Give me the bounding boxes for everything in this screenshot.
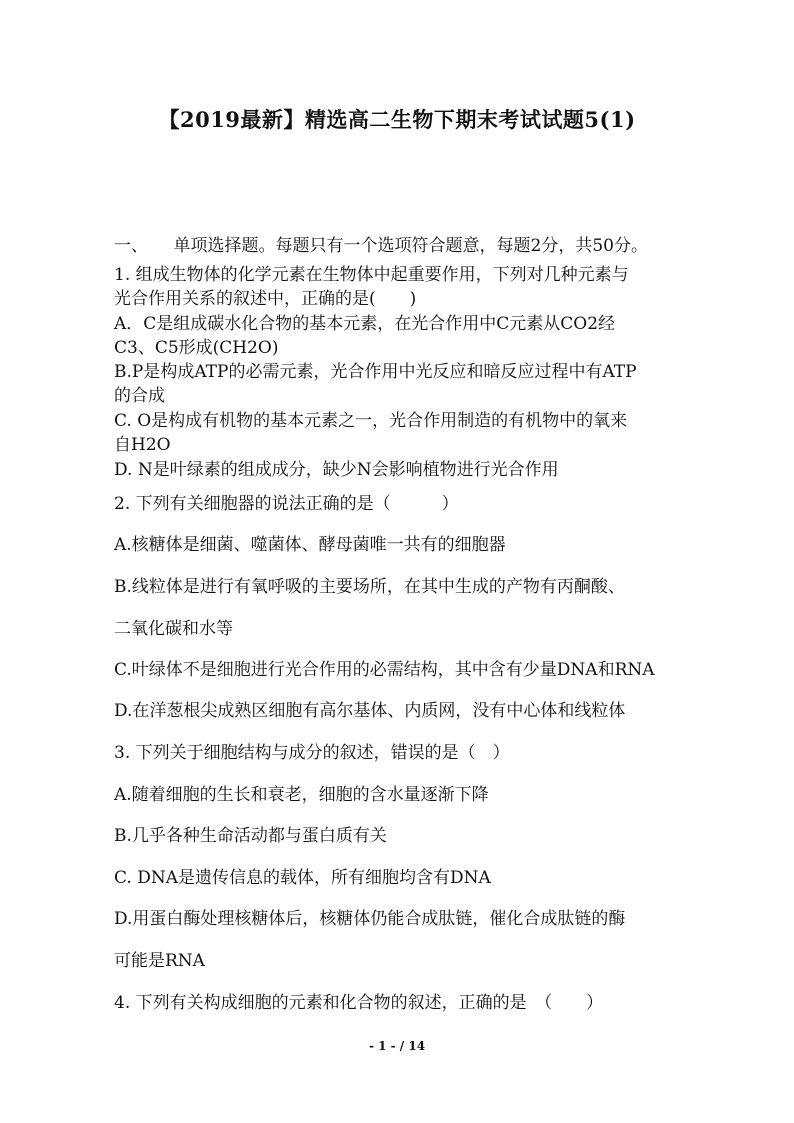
- text-line: A.核糖体是细菌、噬菌体、酵母菌唯一共有的细胞器: [114, 535, 506, 555]
- text-line: 4. 下列有关构成细胞的元素和化合物的叙述，正确的是 （ ）: [114, 993, 604, 1013]
- text-line: D.在洋葱根尖成熟区细胞有高尔基体、内质网，没有中心体和线粒体: [114, 701, 626, 721]
- text-line: 二氧化碳和水等: [114, 619, 233, 639]
- text-line: 3. 下列关于细胞结构与成分的叙述，错误的是（ ）: [114, 743, 510, 763]
- text-line: D.用蛋白酶处理核糖体后，核糖体仍能合成肽链，催化合成肽链的酶: [114, 909, 626, 929]
- text-line: 光合作用关系的叙述中，正确的是( ): [114, 289, 417, 309]
- text-line: D. N是叶绿素的组成成分，缺少N会影响植物进行光合作用: [114, 460, 559, 480]
- text-line: B.线粒体是进行有氧呼吸的主要场所，在其中生成的产物有丙酮酸、: [114, 577, 625, 597]
- text-line: C. DNA是遗传信息的载体，所有细胞均含有DNA: [114, 868, 491, 888]
- text-line: 可能是RNA: [114, 951, 205, 971]
- page-number: - 1 - / 14: [368, 1039, 426, 1053]
- text-line: B.P是构成ATP的必需元素，光合作用中光反应和暗反应过程中有ATP: [114, 362, 637, 382]
- section-heading: 一、 单项选择题。每题只有一个选项符合题意，每题2分，共50分。: [114, 236, 648, 256]
- text-line: A．C是组成碳水化合物的基本元素，在光合作用中C元素从CO2经: [114, 314, 616, 334]
- text-line: C.叶绿体不是细胞进行光合作用的必需结构，其中含有少量DNA和RNA: [114, 660, 655, 680]
- text-line: 自H2O: [114, 435, 171, 455]
- text-line: 1. 组成生物体的化学元素在生物体中起重要作用，下列对几种元素与: [114, 265, 629, 285]
- text-line: 2. 下列有关细胞器的说法正确的是（ ）: [114, 494, 459, 514]
- text-line: B.几乎各种生命活动都与蛋白质有关: [114, 826, 387, 846]
- text-line: C3、C5形成(CH2O): [114, 338, 279, 358]
- text-line: C. O是构成有机物的基本元素之一，光合作用制造的有机物中的氧来: [114, 411, 628, 431]
- text-line: 的合成: [114, 386, 165, 406]
- document-title: 【2019最新】精选高二生物下期末考试试题5(1): [158, 107, 636, 132]
- text-line: A.随着细胞的生长和衰老，细胞的含水量逐渐下降: [114, 785, 489, 805]
